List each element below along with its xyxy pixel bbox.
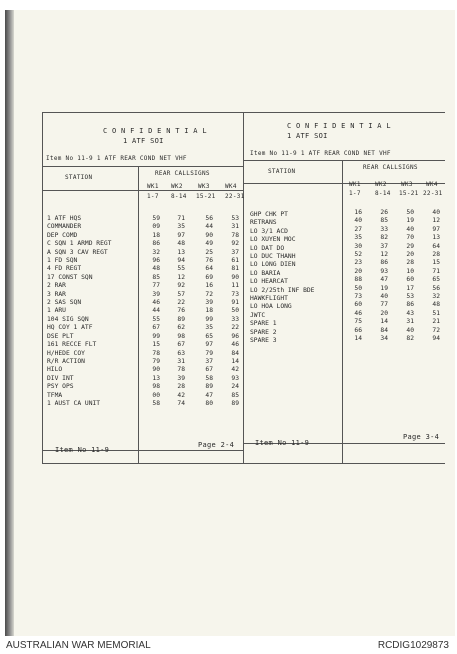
callsign-value: 42 [231, 366, 239, 374]
callsign-value: 43 [406, 309, 414, 317]
callsign-value: 17 [406, 284, 414, 292]
left-header-rule [43, 166, 243, 167]
callsign-value: 28 [177, 383, 185, 391]
callsign-value: 35 [205, 324, 213, 332]
right-days-2: 8-14 [375, 190, 391, 197]
station-name: LO XUYEN MOC [250, 236, 296, 244]
callsign-value: 60 [406, 276, 414, 284]
callsign-value: 81 [231, 265, 239, 273]
callsign-value: 26 [380, 209, 388, 216]
callsign-value: 52 [354, 251, 362, 259]
callsign-value: 21 [432, 318, 440, 326]
right-page-number: Page 3-4 [403, 433, 440, 441]
callsign-value: 22 [177, 299, 185, 307]
callsign-value: 55 [152, 315, 160, 323]
left-days-3: 15-21 [196, 193, 216, 200]
left-station-rule [43, 190, 243, 191]
station-name: H/HEDE COY [47, 349, 85, 357]
station-name: 17 CONST SQN [47, 273, 93, 281]
callsign-value: 58 [205, 374, 213, 382]
callsign-table [42, 112, 445, 464]
station-name: COMMANDER [47, 223, 82, 231]
callsign-value: 96 [152, 257, 160, 265]
callsign-value: 93 [380, 267, 388, 275]
callsign-value: 72 [432, 326, 440, 334]
callsign-value: 20 [354, 267, 362, 275]
station-name: HQ COY 1 ATF [47, 324, 93, 332]
callsign-value: 40 [406, 326, 414, 334]
callsign-value: 90 [205, 231, 213, 239]
callsign-value: 65 [432, 276, 440, 284]
callsign-value: 84 [380, 326, 388, 334]
callsign-value: 65 [205, 332, 213, 340]
callsign-value: 77 [152, 282, 160, 290]
callsign-value: 58 [152, 399, 160, 407]
callsign-value: 56 [205, 215, 213, 222]
callsign-value: 16 [205, 282, 213, 290]
right-classification: C O N F I D E N T I A L [287, 122, 391, 130]
callsign-value: 53 [406, 293, 414, 301]
callsign-value: 20 [380, 309, 388, 317]
right-station-list [250, 211, 314, 346]
callsign-value: 78 [152, 349, 160, 357]
station-name: 2 SAS SQN [47, 299, 82, 307]
callsign-value: 14 [380, 318, 388, 326]
callsign-value: 20 [406, 251, 414, 259]
callsign-value: 98 [177, 332, 185, 340]
station-name: LO LONG DIEN [250, 261, 296, 269]
callsign-value: 53 [231, 215, 239, 222]
callsign-value: 55 [177, 265, 185, 273]
callsign-value: 11 [231, 282, 239, 290]
station-name: DEP COMD [47, 231, 78, 239]
callsign-value: 40 [354, 217, 362, 225]
right-callsigns-header: REAR CALLSIGNS [363, 164, 418, 171]
station-name: 1 AUST CA UNIT [47, 399, 101, 407]
callsign-value: 99 [205, 315, 213, 323]
station-name: 3 RAR [47, 290, 66, 298]
callsign-value: 85 [380, 217, 388, 225]
left-page-number: Page 2-4 [198, 441, 235, 449]
right-days-1: 1-7 [349, 190, 361, 197]
left-station-list [47, 215, 111, 408]
station-name: SPARE 2 [250, 328, 277, 336]
callsign-value: 64 [432, 242, 440, 250]
callsign-value: 25 [205, 248, 213, 256]
callsign-value: 28 [432, 251, 440, 259]
right-header-rule [243, 160, 445, 161]
callsign-value: 18 [152, 231, 160, 239]
callsign-value: 67 [177, 341, 185, 349]
callsign-value: 44 [205, 223, 213, 231]
callsign-value: 46 [231, 341, 239, 349]
callsign-value: 33 [231, 315, 239, 323]
right-wk4-column [426, 209, 440, 344]
callsign-value: 64 [205, 265, 213, 273]
callsign-value: 48 [177, 240, 185, 248]
callsign-value: 85 [231, 391, 239, 399]
left-unit: 1 ATF SOI [123, 137, 164, 145]
callsign-value: 76 [177, 307, 185, 315]
callsign-value: 71 [177, 215, 185, 222]
right-week-4: WK4 [426, 181, 438, 188]
archive-id: RCDIG1029873 [377, 640, 449, 651]
binding-edge [5, 10, 14, 636]
callsign-value: 60 [354, 301, 362, 309]
callsign-value: 32 [152, 248, 160, 256]
callsign-value: 89 [205, 383, 213, 391]
right-station-header: STATION [268, 168, 296, 175]
callsign-value: 16 [354, 209, 362, 216]
callsign-value: 13 [432, 234, 440, 242]
callsign-value: 73 [354, 293, 362, 301]
station-name: 2 RAR [47, 282, 66, 290]
station-name: GHP CHK PT [250, 211, 288, 218]
left-wk3-column [199, 215, 213, 408]
callsign-value: 77 [380, 301, 388, 309]
callsign-value: 31 [231, 223, 239, 231]
right-station-divider [342, 160, 343, 463]
left-wk2-column [171, 215, 185, 408]
left-item-footer: Item No 11-9 [55, 446, 110, 454]
callsign-value: 40 [432, 209, 440, 216]
callsign-value: 31 [177, 357, 185, 365]
station-name: SPARE 1 [250, 320, 277, 328]
callsign-value: 90 [152, 366, 160, 374]
station-name: HILO [47, 366, 63, 374]
station-name: LO 2/25th INF BDE [250, 286, 315, 294]
callsign-value: 76 [205, 257, 213, 265]
station-name: SPARE 3 [250, 337, 277, 345]
right-week-1: WK1 [349, 181, 361, 188]
callsign-value: 99 [152, 332, 160, 340]
left-week-4: WK4 [225, 183, 237, 190]
callsign-value: 09 [152, 223, 160, 231]
callsign-value: 18 [205, 307, 213, 315]
right-wk2-column [374, 209, 388, 344]
callsign-value: 12 [432, 217, 440, 225]
callsign-value: 34 [380, 335, 388, 343]
right-days-3: 15-21 [399, 190, 419, 197]
callsign-value: 70 [406, 234, 414, 242]
callsign-value: 14 [354, 335, 362, 343]
callsign-value: 46 [152, 299, 160, 307]
station-name: R/R ACTION [47, 357, 85, 365]
callsign-value: 89 [231, 399, 239, 407]
station-name: LO HOA LONG [250, 303, 292, 311]
archive-name: AUSTRALIAN WAR MEMORIAL [6, 640, 151, 651]
callsign-value: 47 [380, 276, 388, 284]
right-week-2: WK2 [375, 181, 387, 188]
station-name: 104 SIG SQN [47, 315, 89, 323]
callsign-value: 74 [177, 399, 185, 407]
station-name: DIV INT [47, 374, 74, 382]
station-name: A SQN 3 CAV REGT [47, 248, 108, 256]
page-divider [243, 113, 244, 463]
left-wk4-column [225, 215, 239, 408]
callsign-value: 91 [231, 299, 239, 307]
callsign-value: 33 [380, 225, 388, 233]
callsign-value: 13 [152, 374, 160, 382]
callsign-value: 37 [380, 242, 388, 250]
callsign-value: 90 [231, 273, 239, 281]
left-wk1-column [146, 215, 160, 408]
callsign-value: 66 [354, 326, 362, 334]
callsign-value: 71 [432, 267, 440, 275]
callsign-value: 79 [152, 357, 160, 365]
callsign-value: 40 [406, 225, 414, 233]
station-name: 1 FD SQN [47, 257, 78, 265]
callsign-value: 50 [354, 284, 362, 292]
callsign-value: 32 [432, 293, 440, 301]
callsign-value: 50 [231, 307, 239, 315]
left-week-2: WK2 [171, 183, 183, 190]
callsign-value: 82 [406, 335, 414, 343]
callsign-value: 24 [231, 383, 239, 391]
archive-footer [0, 636, 457, 654]
callsign-value: 85 [152, 273, 160, 281]
callsign-value: 69 [205, 273, 213, 281]
callsign-value: 40 [380, 293, 388, 301]
callsign-value: 96 [231, 332, 239, 340]
callsign-value: 97 [205, 341, 213, 349]
right-item-header: Item No 11-9 1 ATF REAR COND NET VHF [250, 150, 391, 157]
left-callsigns-header: REAR CALLSIGNS [155, 170, 210, 177]
callsign-value: 89 [177, 315, 185, 323]
right-item-footer: Item No 11-9 [255, 439, 310, 447]
callsign-value: 00 [152, 391, 160, 399]
station-name: JWTC [250, 311, 266, 319]
callsign-value: 92 [177, 282, 185, 290]
left-week-3: WK3 [198, 183, 210, 190]
callsign-value: 19 [380, 284, 388, 292]
callsign-value: 92 [231, 240, 239, 248]
callsign-value: 86 [152, 240, 160, 248]
callsign-value: 67 [152, 324, 160, 332]
station-name: 161 RECCE FLT [47, 341, 97, 349]
station-name: HAWKFLIGHT [250, 295, 288, 303]
station-name: RETRANS [250, 219, 277, 227]
callsign-value: 39 [177, 374, 185, 382]
callsign-value: 35 [354, 234, 362, 242]
callsign-value: 27 [354, 225, 362, 233]
callsign-value: 15 [152, 341, 160, 349]
callsign-value: 57 [177, 290, 185, 298]
callsign-value: 23 [354, 259, 362, 267]
right-wk1-column [348, 209, 362, 344]
station-name: DSE PLT [47, 332, 74, 340]
callsign-value: 84 [231, 349, 239, 357]
callsign-value: 19 [406, 217, 414, 225]
callsign-value: 97 [177, 231, 185, 239]
callsign-value: 12 [380, 251, 388, 259]
callsign-value: 30 [354, 242, 362, 250]
callsign-value: 86 [406, 301, 414, 309]
callsign-value: 48 [432, 301, 440, 309]
station-name: LO DAT DO [250, 244, 285, 252]
left-item-header: Item No 11-9 1 ATF REAR COND NET VHF [46, 155, 187, 162]
left-week-1: WK1 [147, 183, 159, 190]
right-days-4: 22-31 [423, 190, 443, 197]
left-station-divider [138, 166, 139, 463]
left-classification: C O N F I D E N T I A L [103, 127, 207, 135]
callsign-value: 14 [231, 357, 239, 365]
right-station-rule [243, 183, 445, 184]
callsign-value: 61 [231, 257, 239, 265]
callsign-value: 56 [432, 284, 440, 292]
callsign-value: 46 [354, 309, 362, 317]
callsign-value: 39 [205, 299, 213, 307]
station-name: 1 ARU [47, 307, 66, 315]
callsign-value: 94 [177, 257, 185, 265]
callsign-value: 28 [406, 259, 414, 267]
left-days-1: 1-7 [147, 193, 159, 200]
callsign-value: 13 [177, 248, 185, 256]
callsign-value: 15 [432, 259, 440, 267]
station-name: TFMA [47, 391, 63, 399]
callsign-value: 50 [406, 209, 414, 216]
callsign-value: 94 [432, 335, 440, 343]
callsign-value: 72 [205, 290, 213, 298]
callsign-value: 47 [205, 391, 213, 399]
callsign-value: 67 [205, 366, 213, 374]
callsign-value: 37 [231, 248, 239, 256]
callsign-value: 29 [406, 242, 414, 250]
callsign-value: 31 [406, 318, 414, 326]
right-wk3-column [400, 209, 414, 344]
callsign-value: 35 [177, 223, 185, 231]
right-week-3: WK3 [401, 181, 413, 188]
callsign-value: 63 [177, 349, 185, 357]
station-name: LO HEARCAT [250, 278, 288, 286]
callsign-value: 97 [432, 225, 440, 233]
callsign-value: 51 [432, 309, 440, 317]
callsign-value: 44 [152, 307, 160, 315]
callsign-value: 42 [177, 391, 185, 399]
left-days-2: 8-14 [171, 193, 187, 200]
callsign-value: 93 [231, 374, 239, 382]
callsign-value: 62 [177, 324, 185, 332]
callsign-value: 49 [205, 240, 213, 248]
station-name: 4 FD REGT [47, 265, 82, 273]
callsign-value: 39 [152, 290, 160, 298]
callsign-value: 12 [177, 273, 185, 281]
callsign-value: 80 [205, 399, 213, 407]
callsign-value: 82 [380, 234, 388, 242]
callsign-value: 59 [152, 215, 160, 222]
callsign-value: 75 [354, 318, 362, 326]
station-name: LO 3/1 ACD [250, 227, 288, 235]
callsign-value: 86 [380, 259, 388, 267]
station-name: LO BARIA [250, 269, 281, 277]
callsign-value: 73 [231, 290, 239, 298]
callsign-value: 88 [354, 276, 362, 284]
right-unit: 1 ATF SOI [287, 132, 328, 140]
callsign-value: 79 [205, 349, 213, 357]
station-name: 1 ATF HQS [47, 215, 82, 222]
callsign-value: 48 [152, 265, 160, 273]
callsign-value: 37 [205, 357, 213, 365]
left-days-4: 22-31 [225, 193, 245, 200]
station-name: LO DUC THANH [250, 253, 296, 261]
callsign-value: 22 [231, 324, 239, 332]
callsign-value: 98 [152, 383, 160, 391]
callsign-value: 10 [406, 267, 414, 275]
callsign-value: 78 [177, 366, 185, 374]
callsign-value: 78 [231, 231, 239, 239]
left-station-header: STATION [65, 174, 93, 181]
station-name: PSY OPS [47, 383, 74, 391]
station-name: C SQN 1 ARMD REGT [47, 240, 112, 248]
